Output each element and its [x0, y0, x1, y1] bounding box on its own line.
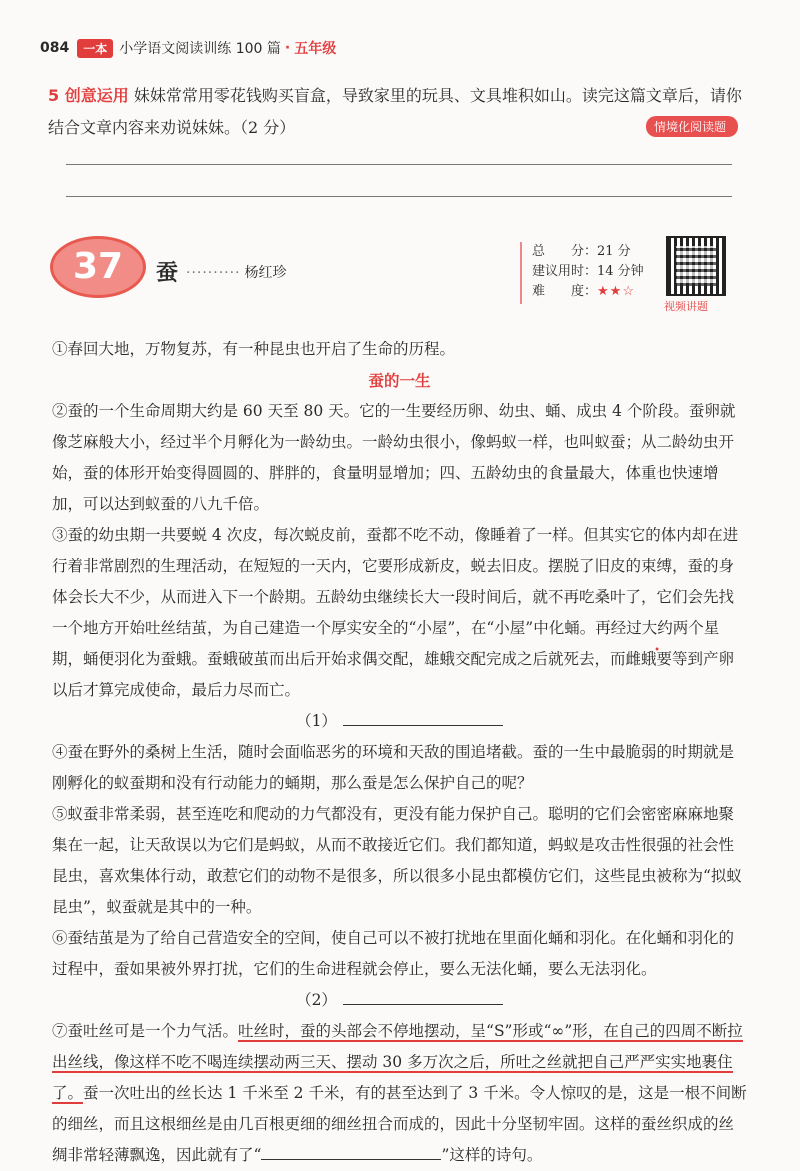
- subheading: 蚕的一生: [368, 371, 431, 390]
- poem-blank-input[interactable]: [261, 1141, 441, 1160]
- blank-1-input[interactable]: [343, 707, 503, 726]
- article-body: [52, 334, 747, 1171]
- question-text: 妹妹常常用零花钱购买盲盒，导致家里的玩具、文具堆积如山。读完这篇文章后，请你结合文章内容来劝说妹妹。（2 分）: [48, 86, 742, 137]
- paragraph-2: ②蚕的一个生命周期大约是 60 天至 80 天。它的一生要经历卵、幼虫、蛹、成虫 4 个阶段。蚕卵就像芝麻般大小，经过半个月孵化为一龄幼虫。一龄幼虫很小，像蚂蚁一样，也叫蚁蚕；从二龄幼虫开始，蚕的体形开始变得圆圆的、胖胖的，食量明显增加；四、五龄幼虫的食量最大，体重也快速增加，可以达到蚁蚕的八九千倍。: [52, 402, 736, 513]
- series-title: 小学语文阅读训练 100 篇: [119, 41, 281, 57]
- lesson-title: 蚕: [156, 260, 179, 286]
- paragraph-6: ⑥蚕结茧是为了给自己营造安全的空间，使自己可以不被打扰地在里面化蛹和羽化。在化蛹和羽化的过程中，蚕如果被外界打扰，它们的生命进程就会停止，要么无法化蛹，要么无法羽化。: [52, 929, 735, 978]
- author-leader-dots: ··········: [186, 265, 241, 281]
- question-5: [48, 80, 748, 144]
- underlined-sentence: 吐丝时，蚕的头部会不停地摆动，呈“S”形或“∞”形，在自己的四周不断拉出丝线，像这样不吃不喝连续摆动两三天、摆动 30 多万次之后，所吐之丝就把自己严严实实地裹住了。: [52, 1022, 743, 1102]
- lesson-info-box: [520, 242, 682, 304]
- paragraph-5: ⑤蚁蚕非常柔弱，甚至连吃和爬动的力气都没有，更没有能力保护自己。聪明的它们会密密麻麻地聚集在一起，让天敌误以为它们是蚂蚁，从而不敢接近它们。我们都知道，蚂蚁是攻击性很强的社会性昆虫，喜欢集体行动，敢惹它们的动物不是很多，所以很多小昆虫都模仿它们，这些昆虫被称为“拟蚁昆虫”，蚁蚕就是其中的一种。: [52, 805, 742, 916]
- paragraph-1: ①春回大地，万物复苏，有一种昆虫也开启了生命的历程。: [52, 340, 456, 358]
- grade-label: 五年级: [294, 41, 337, 57]
- lesson-author: 杨红珍: [244, 265, 287, 281]
- scenario-badge: 情境化阅读题: [646, 116, 738, 137]
- suggested-time: 建议用时：14 分钟: [532, 264, 644, 279]
- answer-line[interactable]: [66, 164, 732, 165]
- emphasis-dots: 大约: [641, 619, 673, 637]
- total-score: 总 分：21 分: [532, 244, 631, 259]
- paragraph-3: ③蚕的幼虫期一共要蜕 4 次皮，每次蜕皮前，蚕都不吃不动，像睡着了一样。但其实它的体内却在进行着非常剧烈的生理活动，在短短的一天内，它要形成新皮，蜕去旧皮。摆脱了旧皮的束缚，蚕的身体会长大不少，从而进入下一个龄期。五龄幼虫继续长大一段时间后，就不再吃桑叶了，它们会先找一个地方开始吐丝结茧，为自己建造一个厚实安全的“小屋”，在“小屋”中化蛹。再经过大约两个星期，蛹便羽化为蚕蛾。蚕蛾破茧而出后开始求偶交配，雄蛾交配完成之后就死去，而雌蛾要等到产卵以后才算完成使命，最后力尽而亡。: [52, 526, 739, 699]
- lesson-author-line: [186, 262, 287, 282]
- answer-line[interactable]: [66, 196, 732, 197]
- paragraph-4: ④蚕在野外的桑树上生活，随时会面临恶劣的环境和天敌的围追堵截。蚕的一生中最脆弱的时期就是刚孵化的蚁蚕期和没有行动能力的蛹期，那么蚕是怎么保护自己的呢？: [52, 743, 735, 792]
- difficulty: 难 度：★★☆: [532, 284, 635, 299]
- qr-code-icon[interactable]: [666, 236, 726, 296]
- lesson-number: 37: [50, 236, 146, 298]
- brand-logo: 一本: [77, 39, 113, 58]
- question-tag: 5 创意运用: [48, 86, 129, 105]
- page-number: 084: [40, 40, 70, 56]
- lesson-number-badge: [50, 236, 160, 302]
- video-explain-label[interactable]: 视频讲题: [664, 300, 708, 313]
- blank-2: （2）: [52, 985, 747, 1016]
- page-header: [40, 36, 336, 60]
- separator-dot: ·: [284, 40, 291, 56]
- difficulty-stars-icon: ★★☆: [597, 284, 635, 299]
- paragraph-7: ⑦蚕吐丝可是一个力气活。吐丝时，蚕的头部会不停地摆动，呈“S”形或“∞”形，在自己的四周不断拉出丝线，像这样不吃不喝连续摆动两三天、摆动 30 多万次之后，所吐之丝就把自己严严实实地裹住了。蚕一次吐出的丝长达 1 千米至 2 千米，有的甚至达到了 3 千米。令人惊叹的是，这是一根不间断的细丝，而且这根细丝是由几百根更细的细丝扭合而成的，因此十分坚韧牢固。这样的蚕丝织成的丝绸非常轻薄飘逸，因此就有了“ ”这样的诗句。: [52, 1022, 747, 1164]
- blank-1: （1）: [52, 706, 747, 737]
- blank-2-input[interactable]: [343, 986, 503, 1005]
